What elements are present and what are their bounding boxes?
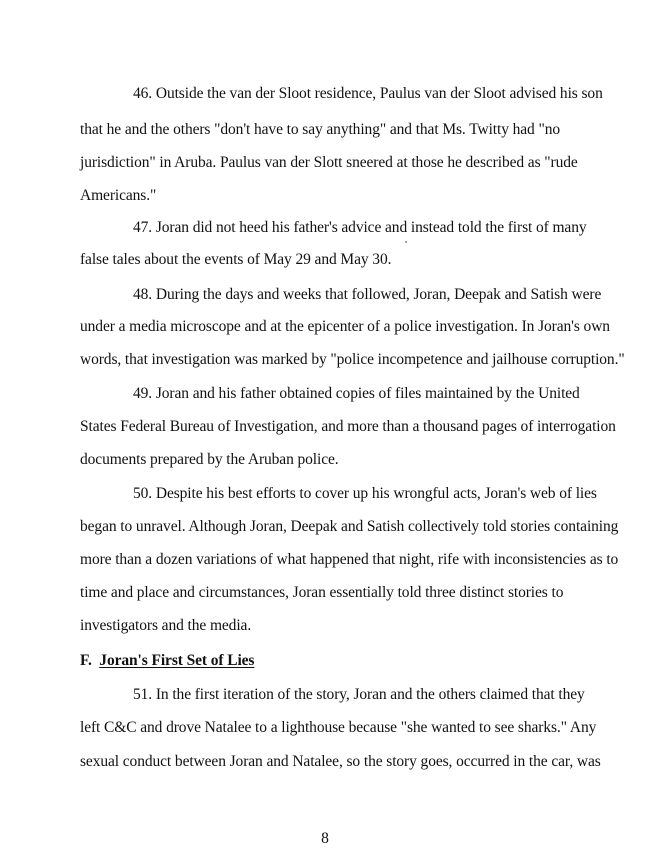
- paragraph-49-line-1: 49. Joran and his father obtained copies of files maintained by the United: [133, 385, 580, 402]
- scan-speck: [405, 241, 407, 243]
- paragraph-49-line-3: documents prepared by the Aruban police.: [80, 451, 339, 468]
- paragraph-46-line-4: Americans.": [80, 187, 157, 204]
- paragraph-48-line-1: 48. During the days and weeks that followed, Joran, Deepak and Satish were: [133, 286, 602, 303]
- section-heading-label: F.: [80, 652, 92, 669]
- paragraph-46-line-1: 46. Outside the van der Sloot residence, Paulus van der Sloot advised his son: [133, 85, 603, 102]
- section-heading-title: Joran's First Set of Lies: [99, 652, 255, 669]
- paragraph-46-line-3: jurisdiction" in Aruba. Paulus van der Slott sneered at those he described as "rude: [80, 154, 578, 171]
- paragraph-50-line-2: began to unravel. Although Joran, Deepak and Satish collectively told stories containing: [80, 518, 619, 535]
- paragraph-50-line-3: more than a dozen variations of what happened that night, rife with inconsistencies as to: [80, 551, 619, 568]
- paragraph-50-line-5: investigators and the media.: [80, 617, 252, 634]
- paragraph-47-line-1: 47. Joran did not heed his father's advice and instead told the first of many: [133, 219, 587, 236]
- paragraph-47-line-2: false tales about the events of May 29 and May 30.: [80, 251, 392, 268]
- paragraph-51-line-1: 51. In the first iteration of the story, Joran and the others claimed that they: [133, 686, 585, 703]
- paragraph-51-line-3: sexual conduct between Joran and Natalee, so the story goes, occurred in the car, was: [80, 753, 601, 770]
- paragraph-51-line-2: left C&C and drove Natalee to a lighthouse because "she wanted to see sharks." Any: [80, 719, 597, 736]
- paragraph-50-line-4: time and place and circumstances, Joran essentially told three distinct stories to: [80, 584, 564, 601]
- paragraph-49-line-2: States Federal Bureau of Investigation, and more than a thousand pages of interrogation: [80, 418, 616, 435]
- section-heading: [80, 651, 254, 671]
- paragraph-48-line-3: words, that investigation was marked by "police incompetence and jailhouse corruption.": [80, 351, 625, 368]
- page-number: 8: [321, 830, 329, 847]
- paragraph-48-line-2: under a media microscope and at the epicenter of a police investigation. In Joran's own: [80, 318, 610, 335]
- paragraph-46-line-2: that he and the others "don't have to say anything" and that Ms. Twitty had "no: [80, 121, 561, 138]
- paragraph-50-line-1: 50. Despite his best efforts to cover up his wrongful acts, Joran's web of lies: [133, 485, 597, 502]
